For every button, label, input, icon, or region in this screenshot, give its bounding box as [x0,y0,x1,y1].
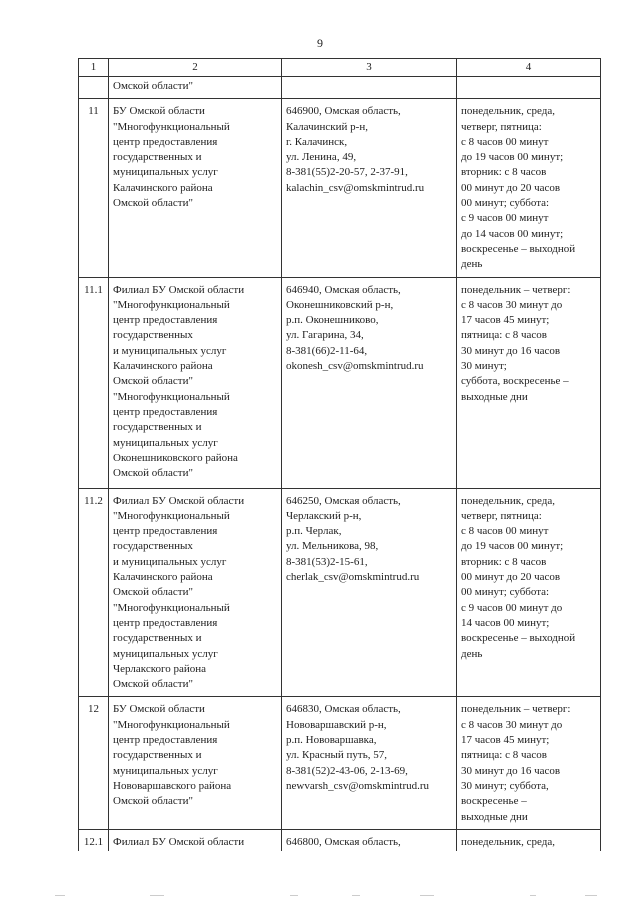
office-address: 646830, Омская область, Нововаршавский р-н, р.п. Нововаршавка, ул. Красный путь, 57, 8-381(52)2-43-06, 2-13-69, newvarsh_csv@omskmintrud.ru [282,697,457,829]
continuation-name-cell: Омской области" [109,77,282,99]
scan-footer-marks [0,893,640,899]
row-number: 11.2 [79,488,109,697]
column-number-header-row [79,59,601,77]
row-number: 11.1 [79,277,109,488]
office-address: 646800, Омская область, [282,829,457,851]
office-name: Филиал БУ Омской области [109,829,282,851]
table-row [79,697,601,829]
office-address: 646940, Омская область, Оконешниковский р-н, р.п. Оконешниково, ул. Гагарина, 34, 8-381(66)2-11-64, okonesh_csv@omskmintrud.ru [282,277,457,488]
continuation-address-cell [282,77,457,99]
table-row [79,277,601,488]
office-address: 646900, Омская область, Калачинский р-н, г. Калачинск, ул. Ленина, 49, 8-381(55)2-20-57, 2-37-91, kalachin_csv@omskmintrud.ru [282,99,457,277]
row-number: 12 [79,697,109,829]
continuation-num-cell [79,77,109,99]
office-hours: понедельник – четверг: с 8 часов 30 минут до 17 часов 45 минут; пятница: с 8 часов 30 минут до 16 часов 30 минут; суббота, воскресенье – выходные дни [457,697,601,829]
office-name: БУ Омской области "Многофункциональный центр предоставления государственных и муниципальных услуг Нововаршавского района Омской области" [109,697,282,829]
office-hours: понедельник – четверг: с 8 часов 30 минут до 17 часов 45 минут; пятница: с 8 часов 30 минут до 16 часов 30 минут; суббота, воскресенье – выходные дни [457,277,601,488]
office-hours: понедельник, среда, [457,829,601,851]
row-number: 11 [79,99,109,277]
column-header-4: 4 [457,59,601,77]
office-name: Филиал БУ Омской области "Многофункциональный центр предоставления государственных и муниципальных услуг Калачинского района Омской области" "Многофункциональный центр предоставления государственных и муниципальных услуг Оконешниковского района Омской области" [109,277,282,488]
column-header-3: 3 [282,59,457,77]
column-header-2: 2 [109,59,282,77]
office-address: 646250, Омская область, Черлакский р-н, р.п. Черлак, ул. Мельникова, 98, 8-381(53)2-15-61, cherlak_csv@omskmintrud.ru [282,488,457,697]
table-row [79,99,601,277]
row-number: 12.1 [79,829,109,851]
page-number: 9 [317,36,323,50]
column-header-1: 1 [79,59,109,77]
mfc-offices-table [78,58,601,851]
office-hours: понедельник, среда, четверг, пятница: с 8 часов 00 минут до 19 часов 00 минут; вторник: с 8 часов 00 минут до 20 часов 00 минут; суббота: с 9 часов 00 минут до 14 часов 00 минут; воскресенье – выходной день [457,99,601,277]
continuation-row [79,77,601,99]
office-name: БУ Омской области "Многофункциональный центр предоставления государственных и муниципальных услуг Калачинского района Омской области" [109,99,282,277]
table-row [79,488,601,697]
office-hours: понедельник, среда, четверг, пятница: с 8 часов 00 минут до 19 часов 00 минут; вторник: с 8 часов 00 минут до 20 часов 00 минут; суббота: с 9 часов 00 минут до 14 часов 00 минут; воскресенье – выходной день [457,488,601,697]
continuation-hours-cell [457,77,601,99]
office-name: Филиал БУ Омской области "Многофункциональный центр предоставления государственных и муниципальных услуг Калачинского района Омской области" "Многофункциональный центр предоставления государственных и муниципальных услуг Черлакского района Омской области" [109,488,282,697]
table-row [79,829,601,851]
